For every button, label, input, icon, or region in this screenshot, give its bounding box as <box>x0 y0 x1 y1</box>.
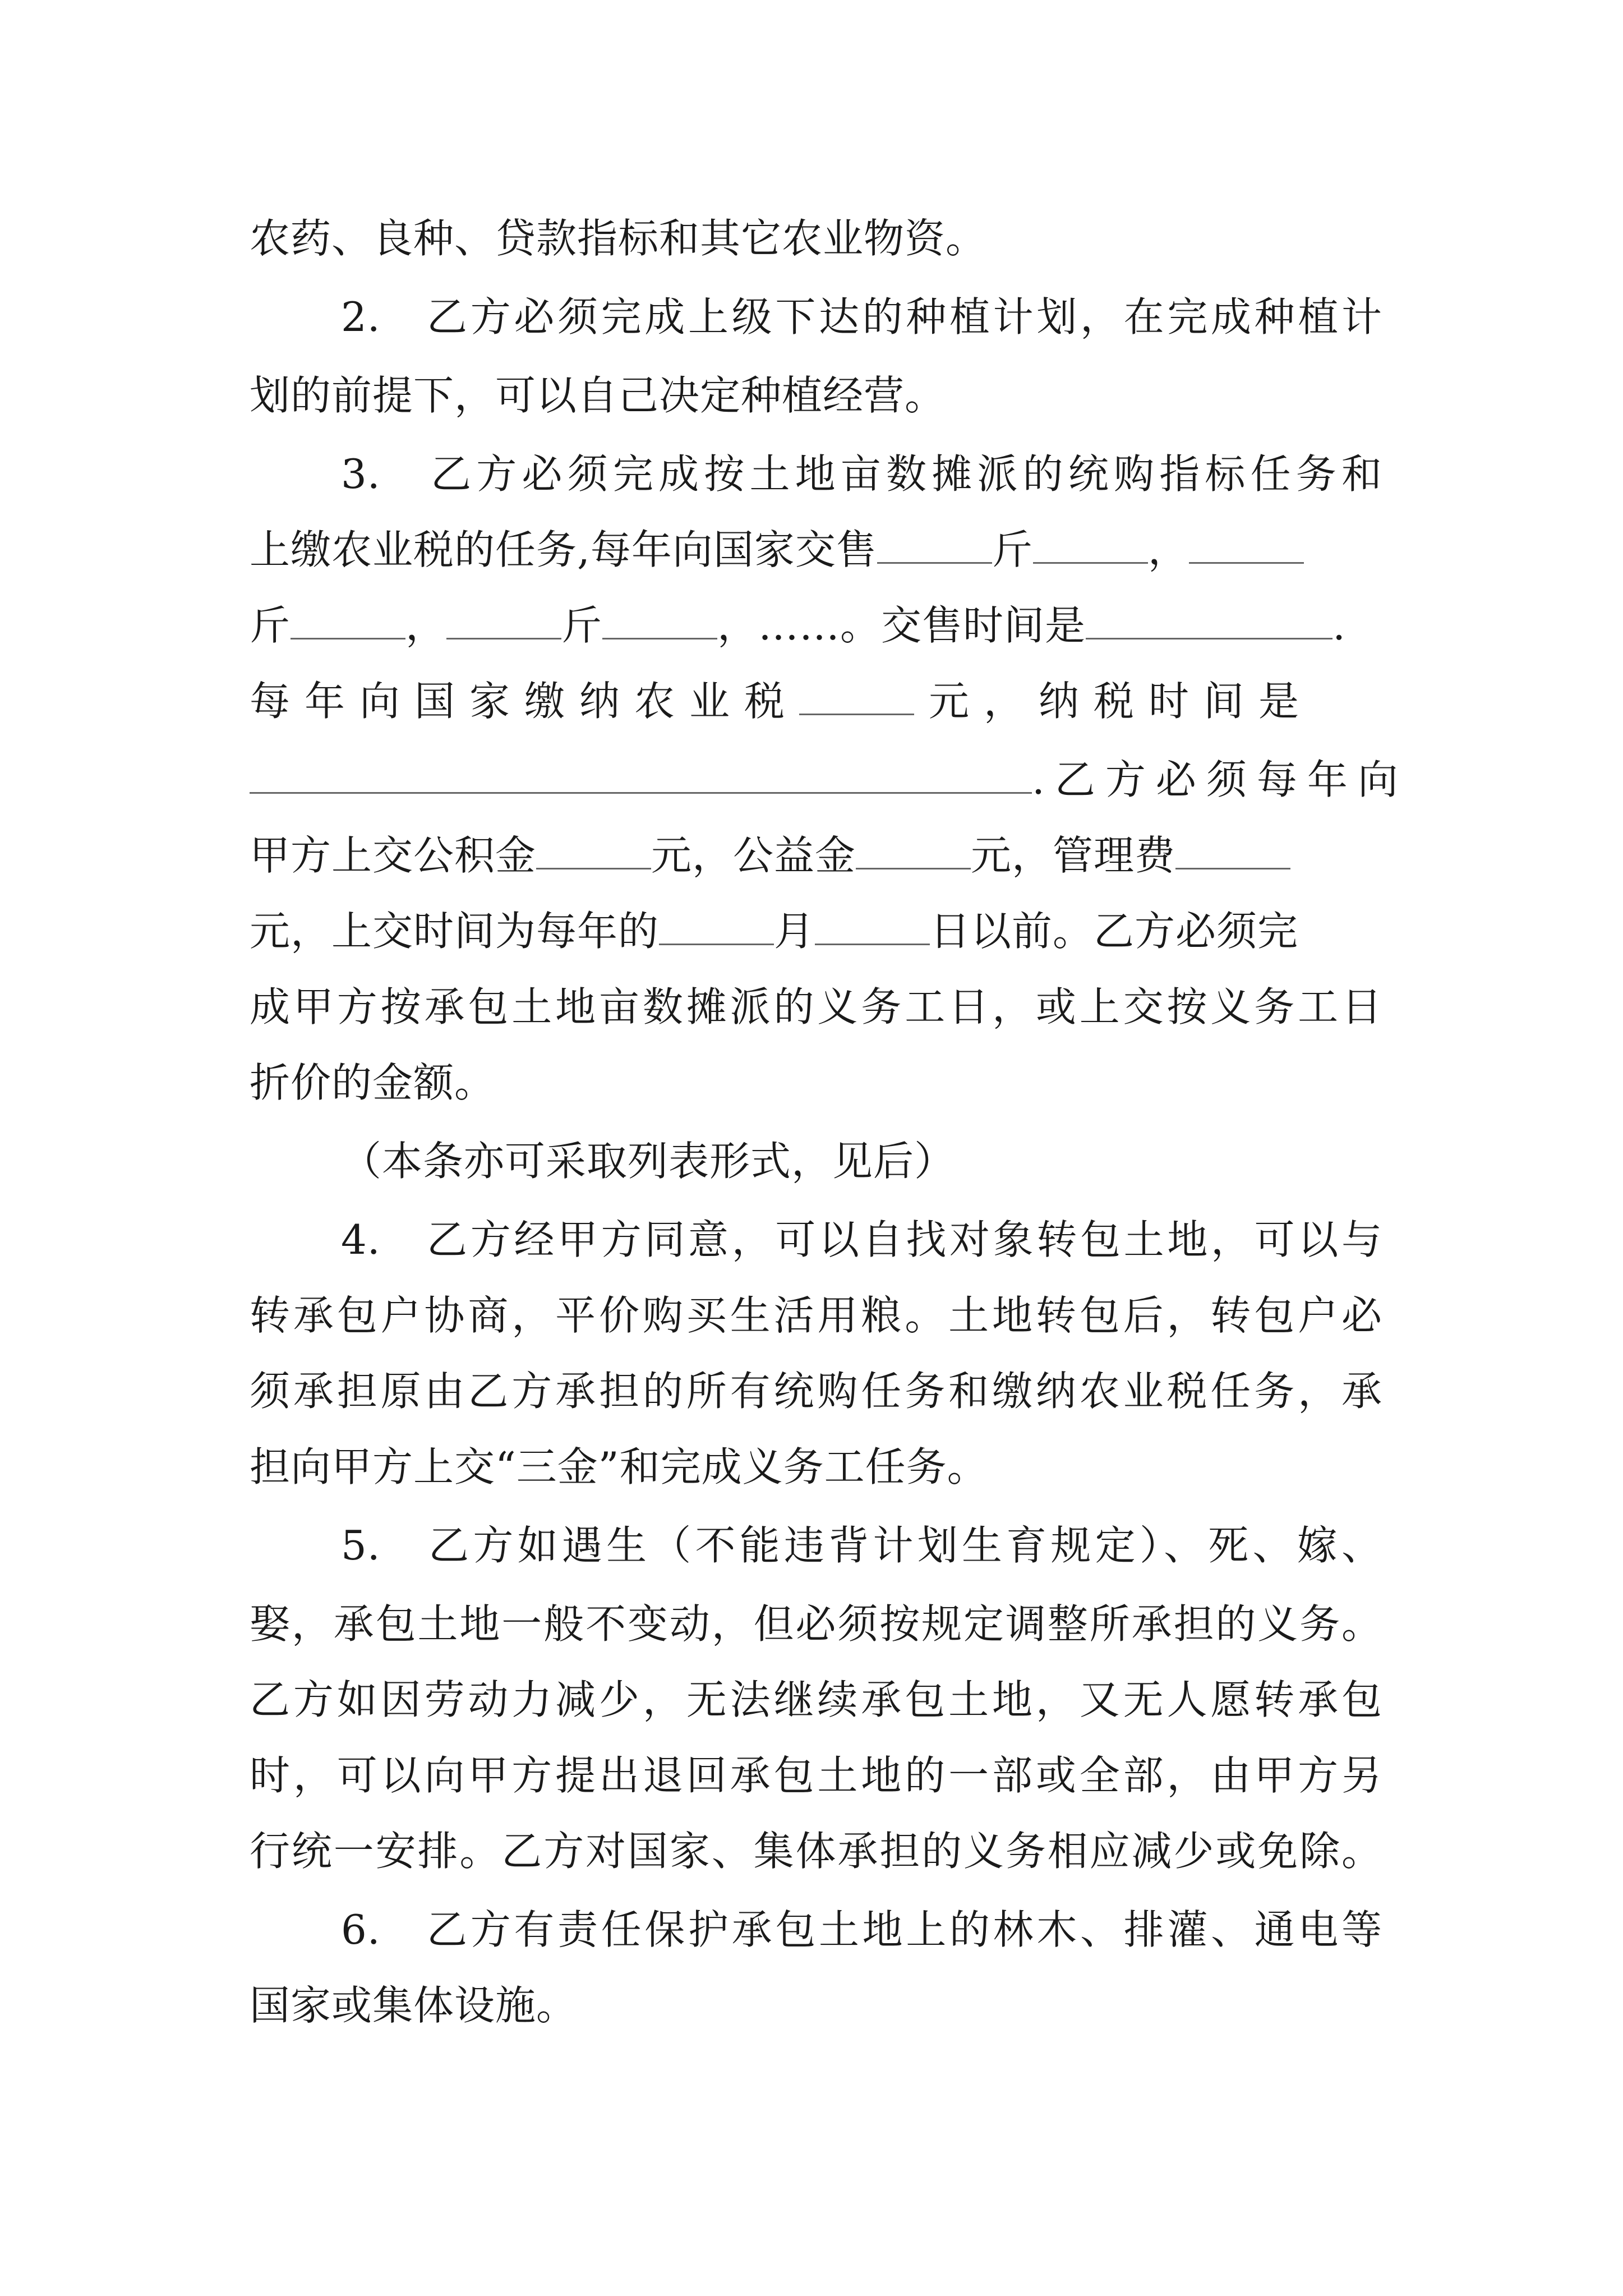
line-text: 担向甲方上交“三金”和完成义务工任务。 <box>250 1443 988 1490</box>
line-text: 娶，承包土地一般不变动，但必须按规定调整所承担的义务。 <box>250 1600 1382 1648</box>
clause-3-line-6 <box>250 830 1290 881</box>
text-line <box>250 213 986 264</box>
clause-3-line-7 <box>250 906 1298 956</box>
fill-in-blank[interactable] <box>602 603 717 639</box>
fill-in-blank[interactable] <box>1175 833 1290 869</box>
line-text: 元，管理费 <box>971 832 1176 879</box>
line-text: 上缴农业税的任务,每年向国家交售 <box>250 526 877 573</box>
line-text: .乙方必须每年向 <box>1032 756 1408 803</box>
clause-2-line-1 <box>341 292 1382 342</box>
clause-6-line-2 <box>250 1980 577 2031</box>
line-text: 斤 <box>561 602 603 649</box>
line-text: ， <box>1147 526 1189 573</box>
line-text: 日以前。乙方必须完 <box>930 908 1299 955</box>
clause-4-line-1 <box>341 1214 1382 1265</box>
clause-6-line-1 <box>341 1904 1382 1955</box>
line-text: 划的前提下，可以自己决定种植经营。 <box>250 372 946 419</box>
line-text: 须承担原由乙方承担的所有统购任务和缴纳农业税任务，承 <box>250 1368 1382 1415</box>
line-text: 6. 乙方有责任保护承包土地上的林木、排灌、通电等 <box>341 1906 1382 1953</box>
fill-in-blank[interactable] <box>446 603 561 639</box>
line-text: 国家或集体设施。 <box>250 1982 578 2029</box>
line-text: （本条亦可采取列表形式，见后） <box>341 1138 956 1185</box>
fill-in-blank[interactable] <box>659 909 774 945</box>
line-text: 时，可以向甲方提出退回承包土地的一部或全部，由甲方另 <box>250 1752 1382 1799</box>
clause-3-line-1 <box>341 449 1382 499</box>
clause-3-line-5 <box>250 754 1408 805</box>
clause-5-line-5 <box>250 1826 1382 1876</box>
line-text: 月 <box>774 908 815 955</box>
clause-5-line-4 <box>250 1750 1382 1801</box>
clause-5-line-2 <box>250 1599 1382 1649</box>
clause-3-line-4 <box>250 676 1313 726</box>
clause-3-line-9 <box>250 1057 495 1108</box>
fill-in-blank[interactable] <box>536 833 651 869</box>
fill-in-blank[interactable] <box>1033 527 1148 564</box>
clause-3-line-3 <box>250 600 1346 651</box>
line-text: 成甲方按承包土地亩数摊派的义务工日，或上交按义务工日 <box>250 983 1382 1030</box>
fill-in-blank[interactable] <box>1189 527 1304 564</box>
fill-in-blank[interactable] <box>856 833 971 869</box>
fill-in-blank[interactable] <box>877 527 992 564</box>
line-text: 元，公益金 <box>651 832 856 879</box>
line-text: 元，上交时间为每年的 <box>250 908 660 955</box>
line-text: 斤 <box>250 602 291 649</box>
clause-3-note <box>341 1136 955 1186</box>
clause-5-line-3 <box>250 1674 1382 1725</box>
clause-3-line-8 <box>250 982 1382 1032</box>
line-text: . <box>1332 602 1346 649</box>
clause-2-line-2 <box>250 370 946 421</box>
line-text: ， <box>405 602 447 649</box>
fill-in-blank[interactable] <box>799 679 914 715</box>
fill-in-blank[interactable] <box>250 757 1032 794</box>
fill-in-blank[interactable] <box>1086 603 1332 639</box>
line-text: 折价的金额。 <box>250 1059 496 1106</box>
clause-3-line-2 <box>250 524 1304 575</box>
clause-4-line-4 <box>250 1442 988 1492</box>
line-text: 4. 乙方经甲方同意，可以自找对象转包土地，可以与 <box>341 1216 1382 1263</box>
clause-4-line-3 <box>250 1366 1382 1416</box>
line-text: 乙方如因劳动力减少，无法继续承包土地，又无人愿转承包 <box>250 1676 1382 1723</box>
clause-4-line-2 <box>250 1290 1382 1341</box>
line-text: 元，纳税时间是 <box>929 678 1314 725</box>
line-text: 行统一安排。乙方对国家、集体承担的义务相应减少或免除。 <box>250 1828 1382 1875</box>
line-text: 农药、良种、贷款指标和其它农业物资。 <box>250 215 987 262</box>
fill-in-blank[interactable] <box>815 909 930 945</box>
clause-5-line-1 <box>341 1520 1382 1571</box>
line-text: 斤 <box>992 526 1033 573</box>
line-text: 每年向国家缴纳农业税 <box>250 678 800 725</box>
fill-in-blank[interactable] <box>291 603 405 639</box>
line-text: 转承包户协商，平价购买生活用粮。土地转包后，转包户必 <box>250 1292 1382 1339</box>
line-text: 3. 乙方必须完成按土地亩数摊派的统购指标任务和 <box>341 450 1382 498</box>
line-text: 2. 乙方必须完成上级下达的种植计划，在完成种植计 <box>341 293 1382 341</box>
line-text: 5. 乙方如遇生（不能违背计划生育规定）、死、嫁、 <box>341 1522 1382 1569</box>
line-text: 甲方上交公积金 <box>250 832 537 879</box>
line-text: ，……。交售时间是 <box>717 602 1086 649</box>
